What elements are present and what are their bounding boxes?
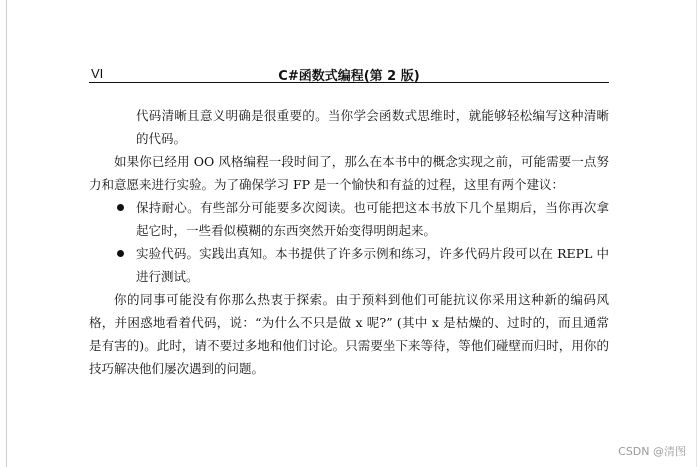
page-edge-left — [6, 0, 7, 467]
list-item — [89, 196, 609, 242]
page-edge-right — [696, 0, 697, 467]
suggestion-list — [89, 196, 609, 288]
running-book-title: C#函数式编程(第 2 版) — [278, 69, 420, 84]
page-body — [89, 104, 609, 380]
watermark: CSDN @清图 — [618, 445, 686, 458]
list-item-text: 实验代码。实践出真知。本书提供了许多示例和练习，许多代码片段可以在 REPL 中进行测试。 — [136, 246, 609, 284]
continued-bullet-text: 代码清晰且意义明确是很重要的。当你学会函数式思维时，就能够轻松编写这种清晰的代码。 — [136, 108, 609, 146]
paragraph-1: 如果你已经用 OO 风格编程一段时间了，那么在本书中的概念实现之前，可能需要一点努力和意愿来进行实验。为了确保学习 FP 是一个愉快和有益的过程，这里有两个建议： — [89, 154, 609, 192]
bullet-icon — [117, 250, 124, 257]
bullet-icon — [117, 204, 124, 211]
paragraph-2: 你的同事可能没有你那么热衷于探索。由于预料到他们可能抗议你采用这种新的编码风格，并困惑地看着代码，说：“为什么不只是做 x 呢?” (其中 x 是枯燥的、过时的，而且通常是有害的)。此时，请不要过多地和他们讨论。只需要坐下来等待，等他们碰壁而归时，用你的技巧解决他们屡次遇到的问题。 — [89, 292, 609, 376]
list-item — [89, 242, 609, 288]
list-item-text: 保持耐心。有些部分可能要多次阅读。也可能把这本书放下几个星期后，当你再次拿起它时，一些看似模糊的东西突然开始变得明朗起来。 — [136, 200, 609, 238]
page-header — [89, 64, 609, 83]
page-number: VI — [91, 66, 104, 81]
